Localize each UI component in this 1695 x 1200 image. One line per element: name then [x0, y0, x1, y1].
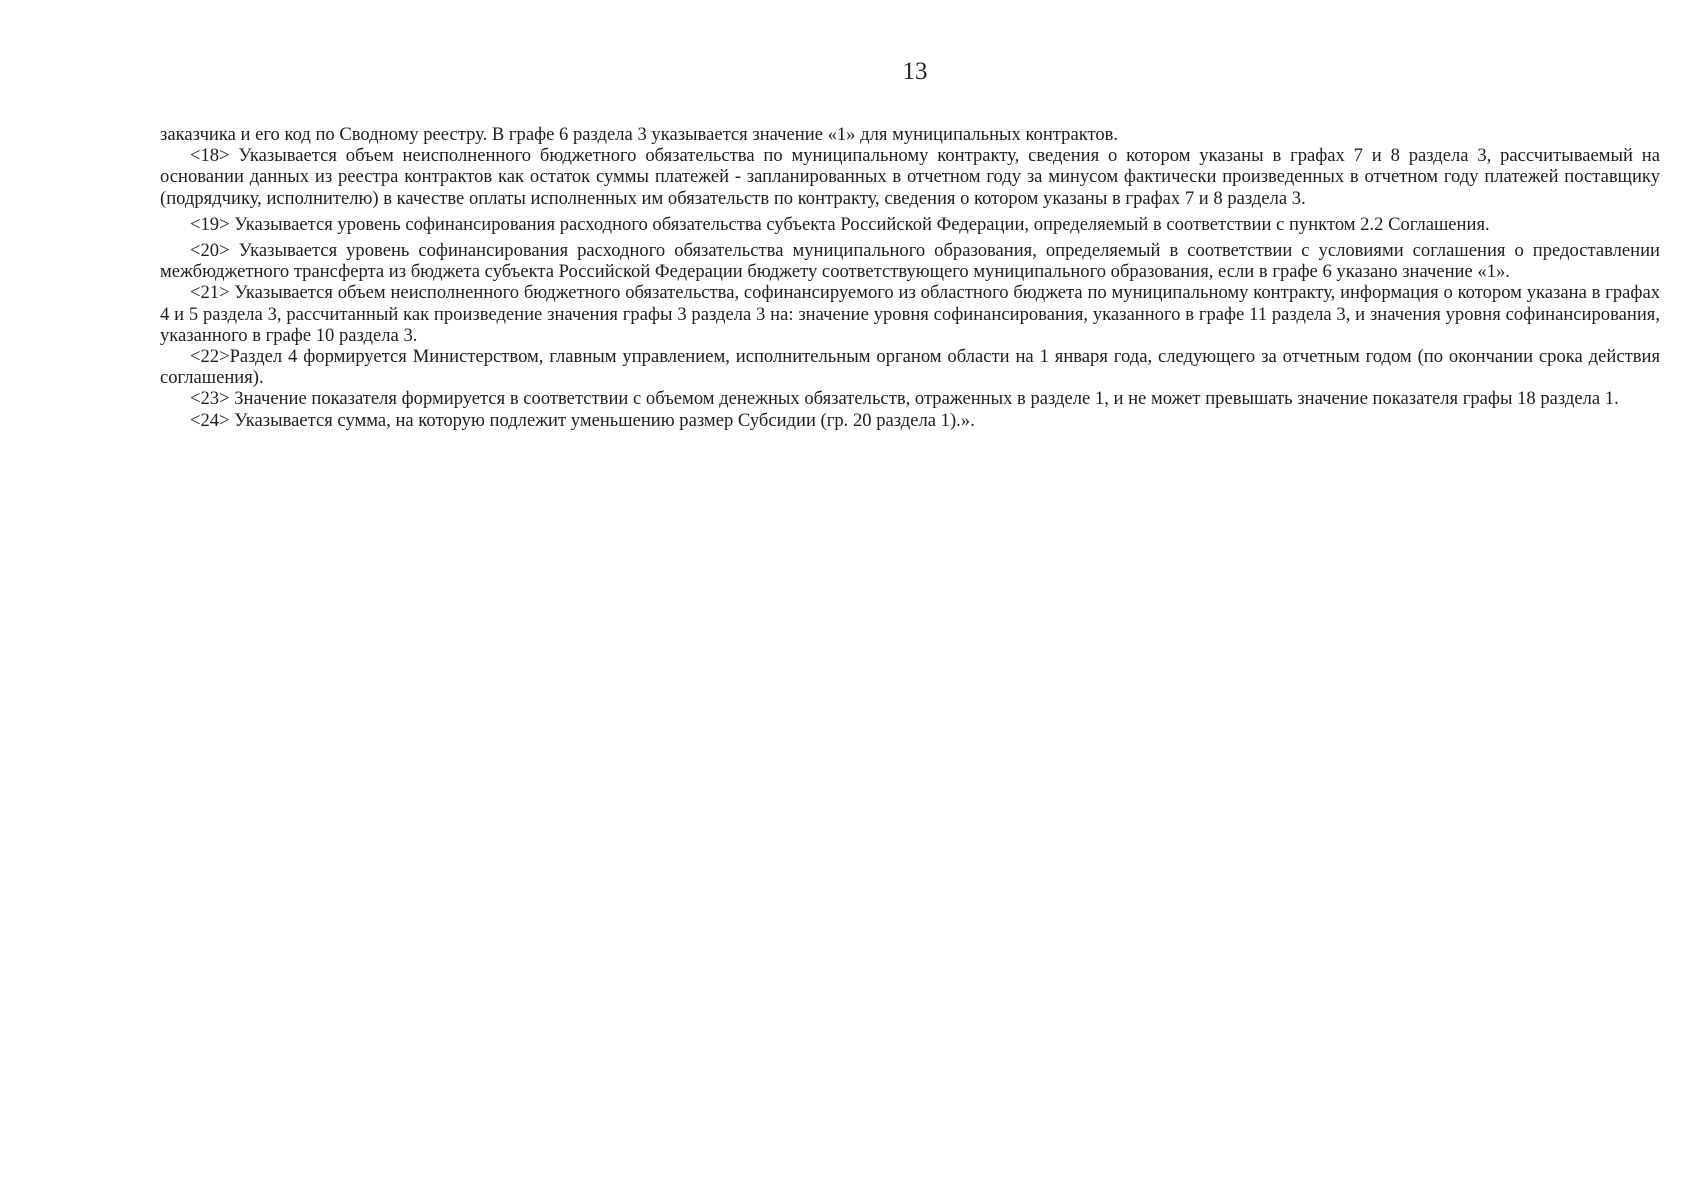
footnote-20: <20> Указывается уровень софинансирования расходного обязательства муниципального образования, определяемый в соответствии с условиями соглашения о предоставлении межбюджетного трансферта из бюджета субъекта Российской Федерации бюджету соответствующего муниципального образования, если в графе 6 указано значение «1».	[160, 240, 1660, 283]
page-number: 13	[902, 58, 928, 85]
footnote-23: <23> Значение показателя формируется в соответствии с объемом денежных обязательств, отраженных в разделе 1, и не может превышать значение показателя графы 18 раздела 1.	[190, 388, 1619, 410]
paragraph-continuation: заказчика и его код по Сводному реестру. В графе 6 раздела 3 указывается значение «1» для муниципальных контрактов.	[160, 124, 1119, 145]
footnote-19: <19> Указывается уровень софинансирования расходного обязательства субъекта Российской Федерации, определяемый в соответствии с пунктом 2.2 Соглашения.	[190, 213, 1490, 235]
document-body	[160, 124, 1660, 431]
footnote-18: <18> Указывается объем неисполненного бюджетного обязательства по муниципальному контракту, сведения о котором указаны в графах 7 и 8 раздела 3, рассчитываемый на основании данных из реестра контрактов как остаток суммы платежей - запланированных в отчетном году за минусом фактически произведенных в отчетном году платежей поставщику (подрядчику, исполнителю) в качестве оплаты исполненных им обязательств по контракту, сведения о котором указаны в графах 7 и 8 раздела 3.	[160, 145, 1660, 209]
footnote-21: <21> Указывается объем неисполненного бюджетного обязательства, софинансируемого из областного бюджета по муниципальному контракту, информация о котором указана в графах 4 и 5 раздела 3, рассчитанный как произведение значения графы 3 раздела 3 на: значение уровня софинансирования, указанного в графе 11 раздела 3, и значения уровня софинансирования, указанного в графе 10 раздела 3.	[160, 282, 1660, 346]
footnote-24: <24> Указывается сумма, на которую подлежит уменьшению размер Субсидии (гр. 20 раздела 1).».	[190, 409, 975, 431]
footnote-22: <22>Раздел 4 формируется Министерством, главным управлением, исполнительным органом области на 1 января года, следующего за отчетным годом (по окончании срока действия соглашения).	[160, 346, 1660, 389]
